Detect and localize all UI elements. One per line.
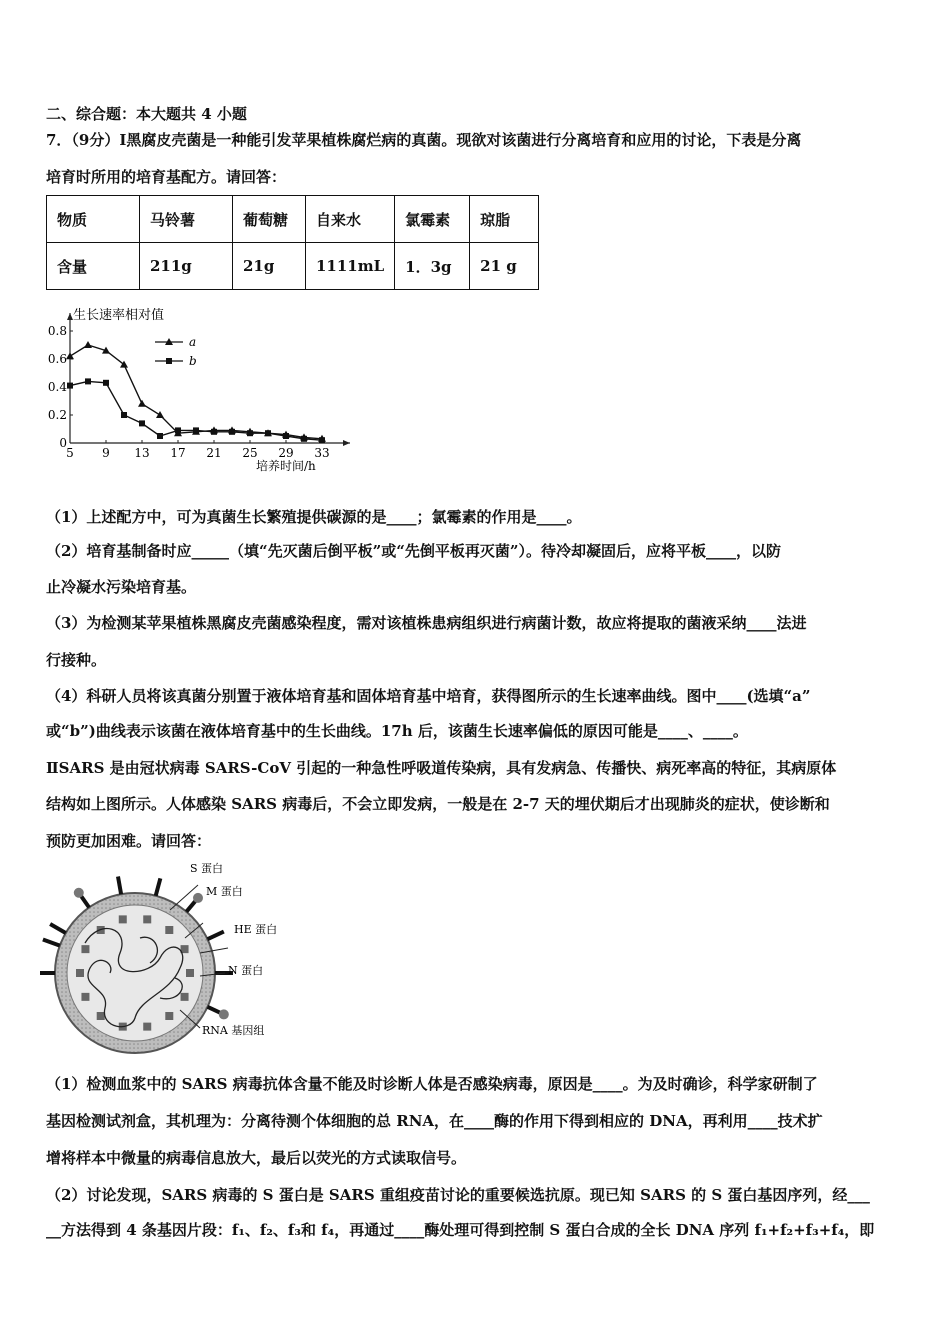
series-b-point <box>139 420 145 426</box>
spike-protein <box>118 876 121 894</box>
s1-line1: （1）检测血浆中的 SARS 病毒抗体含量不能及时诊断人体是否感染病毒，原因是____。为及时确诊，科学家研制了 <box>46 1075 818 1093</box>
x-tick-label: 13 <box>134 446 150 460</box>
n-protein-block <box>81 993 89 1001</box>
series-b-point <box>319 437 325 443</box>
label-he-protein: HE 蛋白 <box>234 923 278 936</box>
n-protein-block <box>143 915 151 923</box>
table-row <box>47 196 539 243</box>
table-cell: 葡萄糖 <box>233 196 306 243</box>
s1-line2: 基因检测试剂盒，其机理为：分离待测个体细胞的总 RNA，在____酶的作用下得到相应的 DNA，再利用____技术扩 <box>46 1112 823 1130</box>
q4-line1: （4）科研人员将该真菌分别置于液体培育基和固体培育基中培育，获得图所示的生长速率曲线。图中____(选填“a” <box>46 687 811 705</box>
x-tick-label: 29 <box>278 446 294 460</box>
series-b-point <box>103 380 109 386</box>
section-title: 二、综合题：本大题共 4 小题 <box>46 105 247 123</box>
x-tick-label: 33 <box>314 446 330 460</box>
y-tick-label: 0.6 <box>47 352 67 366</box>
series-b-point <box>229 429 235 435</box>
sars-virus-diagram <box>40 858 290 1058</box>
y-tick-label: 0.2 <box>47 408 67 422</box>
table-cell: 自来水 <box>306 196 395 243</box>
table-cell: 马铃薯 <box>140 196 233 243</box>
x-axis-arrow <box>343 440 350 446</box>
series-b-point <box>283 433 289 439</box>
table-cell: 琼脂 <box>470 196 539 243</box>
q7-intro-line1: 7．（9分）Ⅰ黑腐皮壳菌是一种能引发苹果植株腐烂病的真菌。现欲对该菌进行分离培育和应用的讨论，下表是分离 <box>46 131 802 149</box>
part2-line3: 预防更加困难。请回答： <box>46 832 212 850</box>
spike-protein <box>50 924 66 933</box>
x-tick-label: 21 <box>206 446 222 460</box>
y-tick-label: 0 <box>59 436 67 450</box>
n-protein-block <box>165 926 173 934</box>
series-a-point <box>156 411 164 418</box>
q2-line1: （2）培育基制备时应_____（填“先灭菌后倒平板”或“先倒平板再灭菌”）。待冷却凝固后，应将平板____，以防 <box>46 542 781 560</box>
series-a-point <box>84 341 92 348</box>
y-tick-label: 0.4 <box>47 380 67 394</box>
series-b-point <box>211 429 217 435</box>
x-tick-label: 17 <box>170 446 186 460</box>
n-protein-block <box>97 1012 105 1020</box>
label-n-protein: N 蛋白 <box>228 964 264 977</box>
series-b-point <box>67 383 73 389</box>
q3-line2: 行接种。 <box>46 651 107 669</box>
spike-head <box>219 1009 229 1019</box>
q1-text: （1）上述配方中，可为真菌生长繁殖提供碳源的是____；氯霉素的作用是____。 <box>46 508 582 526</box>
table-cell: 1111mL <box>306 243 395 290</box>
table-cell: 211g <box>140 243 233 290</box>
table-cell: 21g <box>233 243 306 290</box>
spike-protein <box>156 878 161 895</box>
n-protein-block <box>165 1012 173 1020</box>
table-cell: 氯霉素 <box>395 196 470 243</box>
spike-protein <box>208 932 224 940</box>
s2-line2: __方法得到 4 条基因片段：f₁、f₂、f₃和 f₄，再通过____酶处理可得到控制 S 蛋白合成的全长 DNA 序列 f₁+f₂+f₃+f₄，即 <box>46 1221 875 1239</box>
series-b-point <box>301 436 307 442</box>
n-protein-block <box>186 969 194 977</box>
virus-core <box>67 905 203 1041</box>
series-b-point <box>265 430 271 436</box>
n-protein-block <box>81 945 89 953</box>
q4-line2: 或“b”)曲线表示该菌在液体培育基中的生长曲线。17h 后，该菌生长速率偏低的原因可能是____、____。 <box>46 722 748 740</box>
series-b-point <box>247 430 253 436</box>
n-protein-block <box>119 915 127 923</box>
x-tick-label: 25 <box>242 446 258 460</box>
series-b-point <box>193 427 199 433</box>
series-b-point <box>175 427 181 433</box>
growth-rate-chart <box>40 303 350 478</box>
q7-intro-line2: 培育时所用的培育基配方。请回答： <box>46 168 287 186</box>
spike-head <box>74 888 84 898</box>
series-b-point <box>121 412 127 418</box>
series-a-point <box>138 400 146 407</box>
table-cell: 物质 <box>47 196 140 243</box>
recipe-table <box>46 195 539 290</box>
series-b-point <box>157 433 163 439</box>
y-tick-label: 0.8 <box>47 324 67 338</box>
n-protein-block <box>143 1023 151 1031</box>
series-a-point <box>66 352 74 359</box>
series-b-point <box>166 358 172 364</box>
part2-line1: ⅡSARS 是由冠状病毒 SARS-CoV 引起的一种急性呼吸道传染病，具有发病急、传播快、病死率高的特征，其病原体 <box>46 759 837 777</box>
n-protein-block <box>181 993 189 1001</box>
legend-label: a <box>189 335 197 349</box>
table-cell: 含量 <box>47 243 140 290</box>
q2-line2: 止冷凝水污染培育基。 <box>46 578 197 596</box>
q3-line1: （3）为检测某苹果植株黑腐皮壳菌感染程度，需对该植株患病组织进行病菌计数，故应将提取的菌液采纳____法进 <box>46 614 807 632</box>
chart-xlabel: 培养时间/h <box>256 459 316 473</box>
series-b-point <box>85 378 91 384</box>
table-row <box>47 243 539 290</box>
label-rna-genome: RNA 基因组 <box>202 1024 265 1037</box>
label-m-protein: M 蛋白 <box>206 885 243 898</box>
part2-line2: 结构如上图所示。人体感染 SARS 病毒后，不会立即发病，一般是在 2-7 天的埋伏期后才出现肺炎的症状，使诊断和 <box>46 795 830 813</box>
table-cell: 1．3g <box>395 243 470 290</box>
legend-label: b <box>189 354 197 368</box>
label-s-protein: S 蛋白 <box>190 862 224 875</box>
x-tick-label: 9 <box>102 446 110 460</box>
s2-line1: （2）讨论发现，SARS 病毒的 S 蛋白是 SARS 重组疫苗讨论的重要候选抗原。现已知 SARS 的 S 蛋白基因序列，经___ <box>46 1186 870 1204</box>
table-cell: 21 g <box>470 243 539 290</box>
s1-line3: 增将样本中微量的病毒信息放大，最后以荧光的方式读取信号。 <box>46 1149 467 1167</box>
chart-ylabel: 生长速率相对值 <box>73 308 165 323</box>
n-protein-block <box>76 969 84 977</box>
spike-head <box>193 893 203 903</box>
spike-protein <box>43 939 60 945</box>
x-tick-label: 5 <box>66 446 74 460</box>
